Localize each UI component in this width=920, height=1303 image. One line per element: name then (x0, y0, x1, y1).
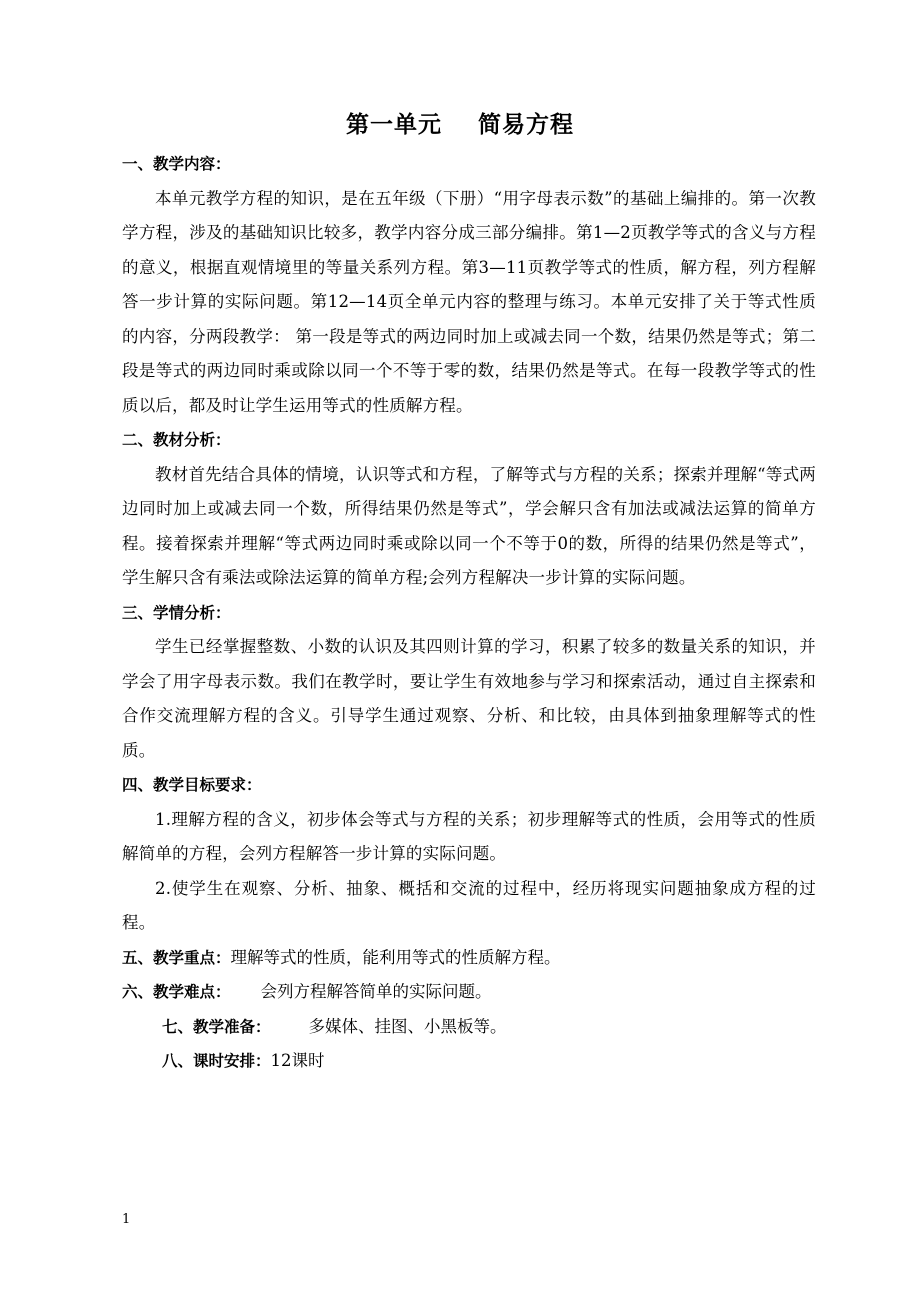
key-point-label: 五、教学重点： (122, 948, 231, 967)
page-number: 1 (122, 1212, 131, 1227)
key-point-row (122, 941, 816, 976)
key-point-text: 理解等式的性质，能利用等式的性质解方程。 (230, 947, 561, 967)
preparation-row (122, 1010, 816, 1045)
difficulty-text: 会列方程解答简单的实际问题。 (260, 982, 492, 1001)
title-unit: 第一单元 (346, 112, 442, 138)
difficulty-row (122, 975, 816, 1010)
section-heading-goals: 四、教学目标要求： (122, 776, 262, 794)
preparation-label: 七、教学准备： (162, 1017, 271, 1036)
section-paragraph-students: 学生已经掌握整数、小数的认识及其四则计算的学习，积累了较多的数量关系的知识，并学会了用字母表示数。我们在教学时，要让学生有效地参与学习和探索活动，通过自主探索和合作交流理解方程的含义。引导学生通过观察、分析、和比较，由具体到抽象理解等式的性质。 (122, 637, 816, 760)
page-title (0, 108, 920, 142)
section-heading-students: 三、学情分析： (122, 603, 231, 622)
schedule-text: 12课时 (270, 1051, 325, 1070)
schedule-label: 八、课时安排： (162, 1052, 271, 1070)
difficulty-label: 六、教学难点： (122, 983, 231, 1001)
section-heading-content: 一、教学内容： (122, 155, 231, 173)
section-heading-analysis: 二、教材分析： (122, 431, 231, 449)
goal-item-2: 2.使学生在观察、分析、抽象、概括和交流的过程中，经历将现实问题抽象成方程的过程。 (122, 878, 816, 932)
section-paragraph-analysis: 教材首先结合具体的情境，认识等式和方程，了解等式与方程的关系；探索并理解“等式两边同时加上或减去同一个数，所得结果仍然是等式”，学会解只含有加法或减法运算的简单方程。接着探索并理解“等式两边同时乘或除以同一个不等于0的数，所得的结果仍然是等式”，学生解只含有乘法或除法运算的简单方程;会列方程解决一步计算的实际问题。 (122, 464, 816, 587)
document-body (122, 147, 816, 1079)
goal-item-1: 1.理解方程的含义，初步体会等式与方程的关系；初步理解等式的性质，会用等式的性质解简单的方程，会列方程解答一步计算的实际问题。 (122, 809, 816, 863)
title-topic: 简易方程 (478, 112, 574, 138)
schedule-row (122, 1044, 816, 1079)
preparation-text: 多媒体、挂图、小黑板等。 (308, 1016, 507, 1036)
section-paragraph-content: 本单元教学方程的知识，是在五年级（下册）“用字母表示数”的基础上编排的。第一次教学方程，涉及的基础知识比较多，教学内容分成三部分编排。第1—2页教学等式的含义与方程的意义，根据直观情境里的等量关系列方程。第3—11页教学等式的性质，解方程，列方程解答一步计算的实际问题。第12—14页全单元内容的整理与练习。本单元安排了关于等式性质的内容，分两段教学： 第一段是等式的两边同时加上或减去同一个数，结果仍然是等式；第二段是等式的两边同时乘或除以同一个不等于零的数，结果仍然是等式。在每一段教学等式的性质以后，都及时让学生运用等式的性质解方程。 (122, 188, 816, 415)
